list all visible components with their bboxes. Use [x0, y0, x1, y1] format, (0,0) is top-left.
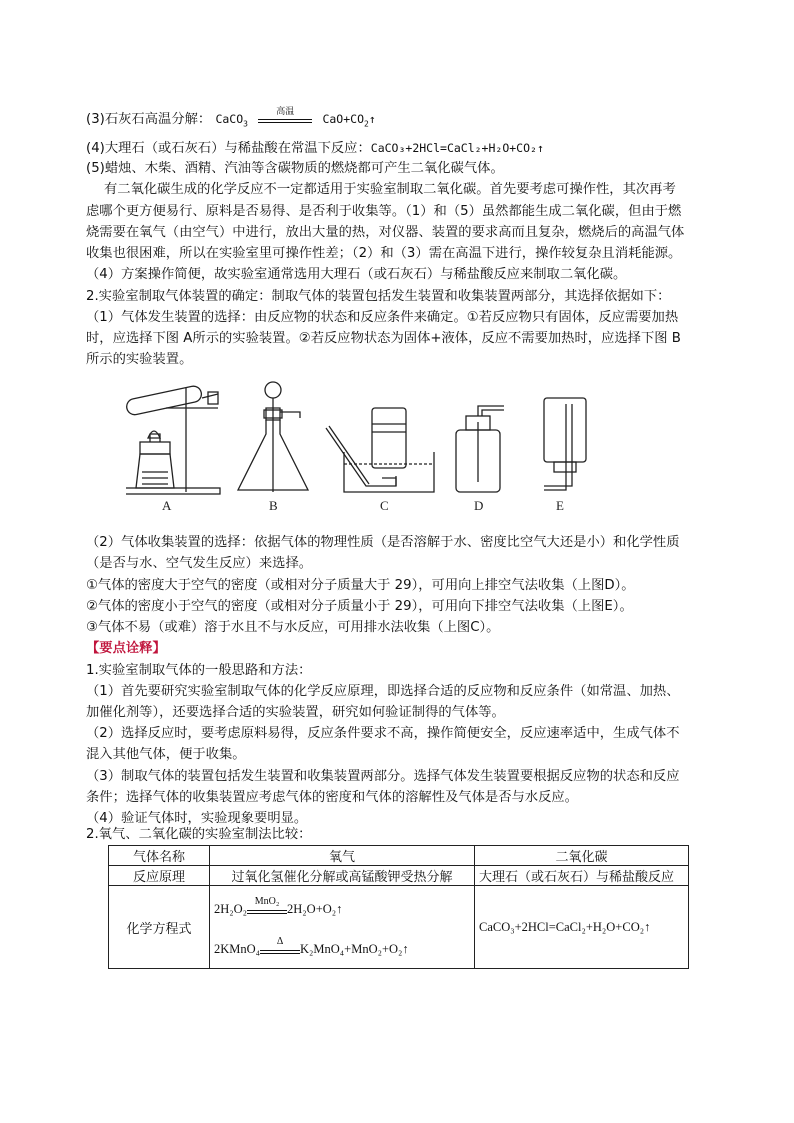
table-cell: 化学方程式	[109, 886, 210, 969]
collection-rule-1: ①气体的密度大于空气的密度（或相对分子质量大于 29），可用向上排空气法收集（上图D）。	[86, 578, 635, 593]
oxygen-equations-cell	[210, 886, 475, 969]
key-point-1: 1.实验室制取气体的一般思路和方法：	[86, 663, 312, 678]
key-point-1-c-line-2: 条件；选择气体的收集装置应考虑气体的密度和气体的溶解性及气体是否与水反应。	[86, 790, 578, 805]
table-header-cell: 气体名称	[109, 846, 210, 866]
section-2-a-line-2: 时，应选择下图 A所示的实验装置。②若反应物状态为固体+液体，反应不需要加热时，应选择下图 B	[86, 331, 681, 346]
key-point-1-d: （4）验证气体时，实验现象要明显。	[86, 811, 308, 826]
key-point-1-c-line-1: （3）制取气体的装置包括发生装置和收集装置两部分。选择气体发生装置要根据反应物的状态和反应	[86, 769, 680, 784]
label-b: B	[269, 498, 278, 513]
item-3-label: (3)石灰石高温分解：	[86, 112, 212, 127]
apparatus-b	[238, 382, 308, 492]
table-cell: 大理石（或石灰石）与稀盐酸反应	[475, 866, 689, 886]
paragraph-line-5: （4）方案操作简便，故实验室通常选用大理石（或石灰石）与稀盐酸反应来制取二氧化碳。	[86, 267, 627, 282]
section-2-heading: 2.实验室制取气体装置的确定：制取气体的装置包括发生装置和收集装置两部分，其选择依据如下：	[86, 289, 671, 304]
label-c: C	[380, 498, 389, 513]
collection-rule-3: ③气体不易（或难）溶于水且不与水反应，可用排水法收集（上图C）。	[86, 620, 500, 635]
comparison-table	[108, 845, 689, 969]
collection-rule-2: ②气体的密度小于空气的密度（或相对分子质量小于 29），可用向下排空气法收集（上图E）。	[86, 599, 633, 614]
high-temp-arrow	[258, 107, 312, 128]
key-point-1-a-line-2: 加催化剂等），还要选择合适的实验装置，研究如何验证制得的气体等。	[86, 705, 505, 720]
apparatus-figure	[126, 380, 646, 515]
section-2-a-line-3: 所示的实验装置。	[86, 352, 193, 367]
oxygen-equation-2: 2KMnO₄ Δ K₂MnO₄+MnO₂+O₂↑	[214, 936, 409, 956]
item-4-equation: CaCO₃+2HCl=CaCl₂+H₂O+CO₂↑	[370, 141, 544, 155]
item-3-rhs: $CaO+CO_2↑$	[322, 112, 376, 129]
paragraph-line-4: 收集也很困难，所以在实验室里可操作性差；（2）和（3）需在高温下进行，操作较复杂且消耗能源。	[86, 246, 682, 261]
label-e: E	[556, 498, 564, 513]
apparatus-d	[456, 406, 504, 492]
table-cell: 过氧化氢催化分解或高锰酸钾受热分解	[210, 866, 475, 886]
paragraph-line-2: 虑哪个更方便易行、原料是否易得、是否利于收集等。（1）和（5）虽然都能生成二氧化碳，但由于燃	[86, 204, 682, 219]
label-a: A	[162, 498, 172, 513]
item-4-label: (4)大理石（或石灰石）与稀盐酸在常温下反应：	[86, 141, 371, 156]
apparatus-c	[326, 408, 434, 492]
table-header-cell: 氧气	[210, 846, 475, 866]
co2-equation-cell: CaCO₃+2HCl=CaCl₂+H₂O+CO₂↑	[475, 886, 689, 969]
high-temp-condition: 高温	[276, 107, 295, 117]
key-point-1-a-line-1: （1）首先要研究实验室制取气体的化学反应原理，即选择合适的反应物和反应条件（如常温、加热、	[86, 684, 680, 699]
line-item-5: (5)蜡烛、木柴、酒精、汽油等含碳物质的燃烧都可产生二氧化碳气体。	[86, 161, 504, 176]
section-2-a-line-1: （1）气体发生装置的选择：由反应物的状态和反应条件来确定。①若反应物只有固体，反应需要加热	[86, 310, 679, 325]
item-3-lhs: CaCO$_3$	[215, 112, 248, 129]
section-2-b-line-2: （是否与水、空气发生反应）来选择。	[86, 556, 313, 571]
table-row	[109, 866, 689, 886]
line-item-3	[86, 107, 376, 133]
table-cell: 反应原理	[109, 866, 210, 886]
section-2-b-line-1: （2）气体收集装置的选择：依据气体的物理性质（是否溶解于水、密度比空气大还是小）和化学性质	[86, 535, 680, 550]
paragraph-line-3: 烧需要在氧气（由空气）中进行，放出大量的热，对仪器、装置的要求高而且复杂，燃烧后的高温气体	[86, 225, 685, 240]
line-item-4	[86, 139, 544, 158]
paragraph-line-1: 有二氧化碳生成的化学反应不一定都适用于实验室制取二氧化碳。首先要考虑可操作性，其次再考	[104, 182, 676, 197]
table-header-cell: 二氧化碳	[475, 846, 689, 866]
oxygen-equation-1: 2H₂O₂ MnO₂ 2H₂O+O₂↑	[214, 896, 343, 916]
label-d: D	[474, 498, 484, 513]
table-row	[109, 886, 689, 969]
key-point-1-b-line-2: 混入其他气体，便于收集。	[86, 747, 246, 762]
key-point-2: 2.氧气、二氧化碳的实验室制法比较：	[86, 827, 312, 842]
apparatus-a	[126, 385, 220, 494]
apparatus-e	[544, 398, 586, 490]
key-point-1-b-line-1: （2）选择反应时，要考虑原料易得，反应条件要求不高，操作简便安全，反应速率适中，生成气体不	[86, 726, 680, 741]
table-header-row	[109, 846, 689, 866]
key-points-heading: 【要点诠释】	[86, 641, 166, 656]
